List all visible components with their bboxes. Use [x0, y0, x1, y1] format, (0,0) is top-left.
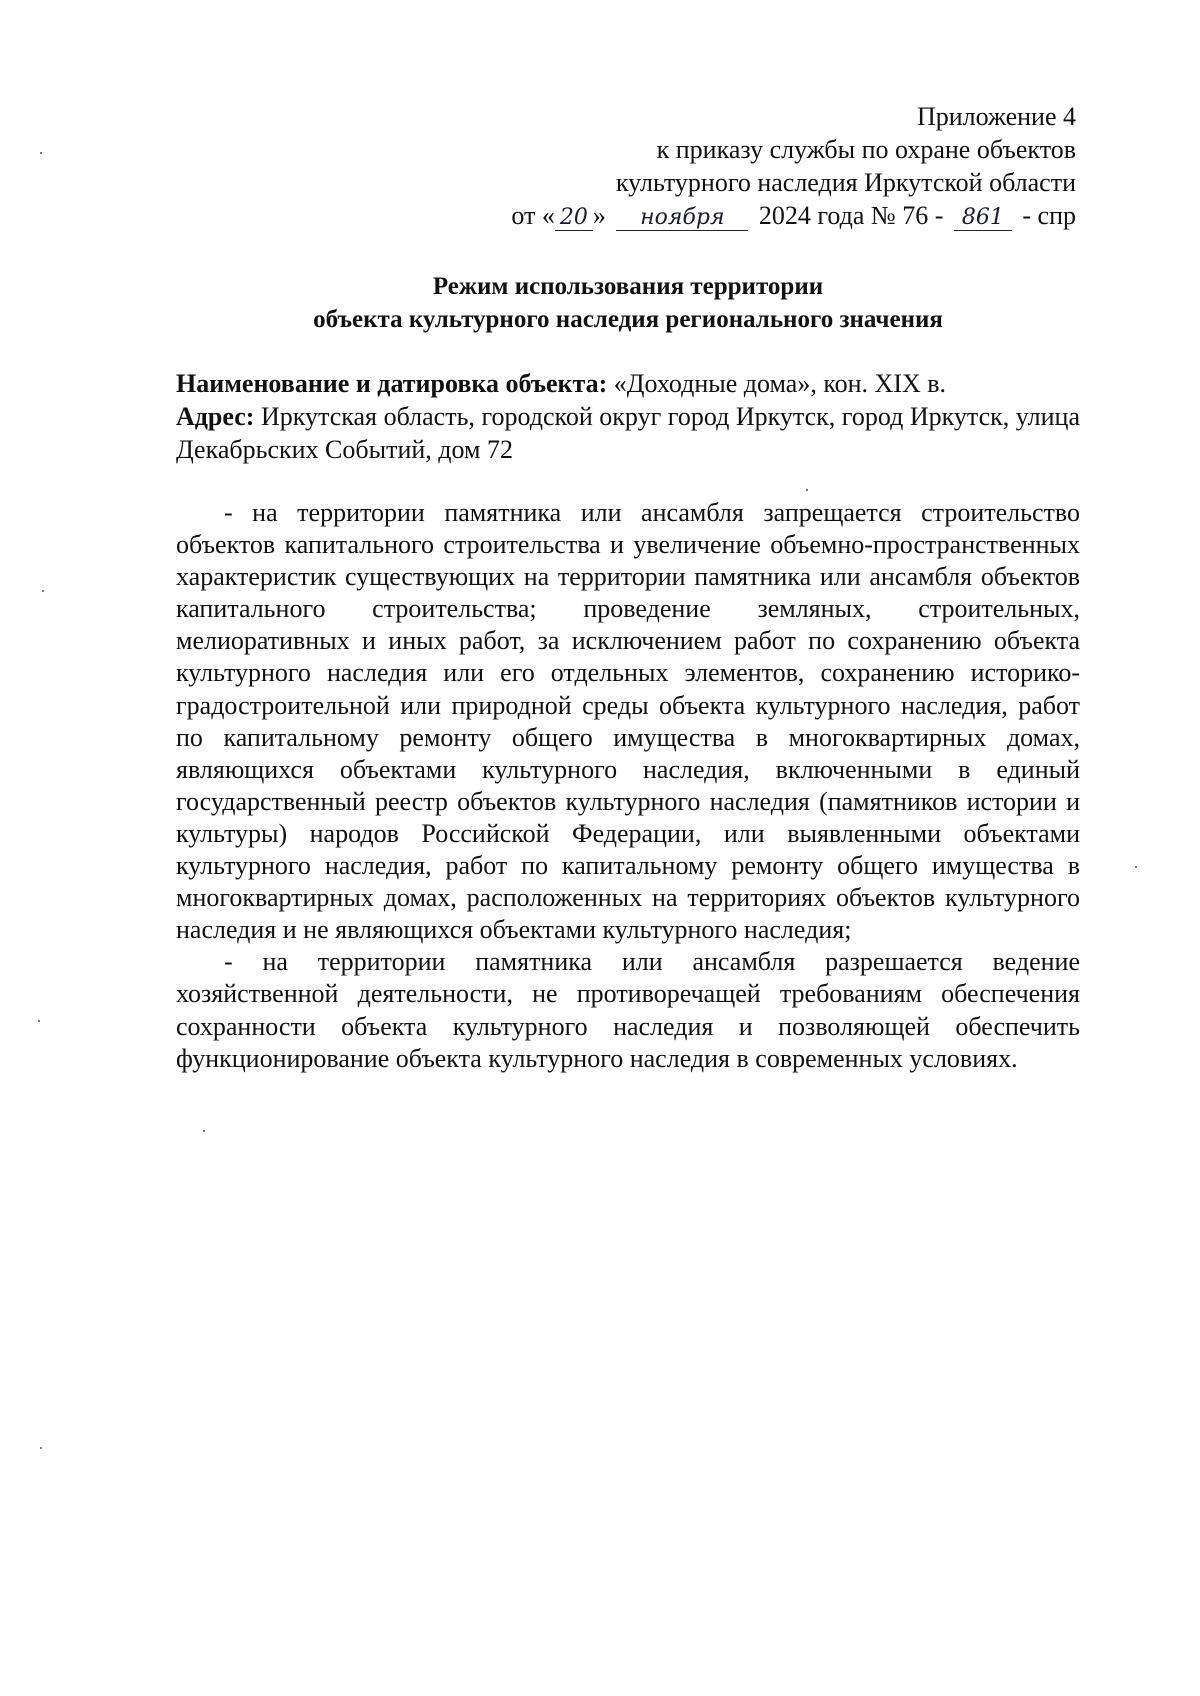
- title-line-2: объекта культурного наследия регионального значения: [313, 306, 943, 333]
- object-name-value: «Доходные дома», кон. XIX в.: [613, 369, 947, 398]
- appendix-number: Приложение 4: [916, 102, 1076, 131]
- scan-speck: [40, 152, 42, 154]
- prohibition-paragraph: - на территории памятника или ансамбля запрещается строительство объектов капитального строительства и увеличение объемно-пространственных характеристик существующих на территории памятника или ансамбля объектов капитального строительства; проведение земляных, строительных, мелиоративных и иных работ, за исключением работ по сохранению объекта культурного наследия или его отдельных элементов, сохранению историко-градостроительной или природной среды объекта культурного наследия, работ по капитальному ремонту общего имущества в многоквартирных домах, являющихся объектами культурного наследия, включенными в единый государственный реестр объектов культурного наследия (памятников истории и культуры) народов Российской Федерации, или выявленными объектами культурного наследия, работ по капитальному ремонту общего имущества в многоквартирных домах, расположенных на территориях объектов культурного наследия и не являющихся объектами культурного наследия;: [176, 498, 1080, 945]
- document-title: [176, 270, 1080, 336]
- appendix-authority: культурного наследия Иркутской области: [615, 168, 1076, 197]
- appendix-header: [511, 100, 1076, 232]
- permission-paragraph: - на территории памятника или ансамбля разрешается ведение хозяйственной деятельности, не противоречащей требованиям обеспечения сохранности объекта культурного наследия и позволяющей обеспечить функционирование объекта культурного наследия в современных условиях.: [176, 947, 1080, 1073]
- scan-speck: [42, 590, 44, 592]
- appendix-order-ref: к приказу службы по охране объектов: [656, 135, 1076, 164]
- date-prefix: от «: [511, 201, 555, 230]
- handwritten-order-number: 861: [954, 206, 1012, 231]
- title-line-1: Режим использования территории: [432, 273, 824, 300]
- scan-speck: [1135, 866, 1137, 868]
- handwritten-month: ноября: [616, 206, 748, 231]
- object-address-row: [176, 400, 1080, 466]
- scan-speck: [806, 489, 808, 491]
- handwritten-day: 20: [555, 206, 593, 231]
- object-name-label: Наименование и датировка объекта:: [176, 369, 608, 398]
- order-suffix: - спр: [1022, 201, 1076, 230]
- object-address-value: Иркутская область, городской округ город Иркутск, город Иркутск, улица Декабрьских Событий, дом 72: [176, 402, 1081, 464]
- date-year-text: 2024 года № 76 -: [758, 201, 944, 230]
- scan-speck: [38, 1020, 40, 1022]
- scan-speck: [40, 1447, 42, 1449]
- scan-speck: [203, 1130, 205, 1132]
- object-address-label: Адрес:: [176, 402, 255, 431]
- regime-text: [176, 497, 1080, 1075]
- object-info: [176, 367, 1080, 466]
- date-quote-close: »: [592, 201, 606, 230]
- appendix-date-line: [511, 199, 1076, 232]
- object-name-row: [176, 367, 1080, 400]
